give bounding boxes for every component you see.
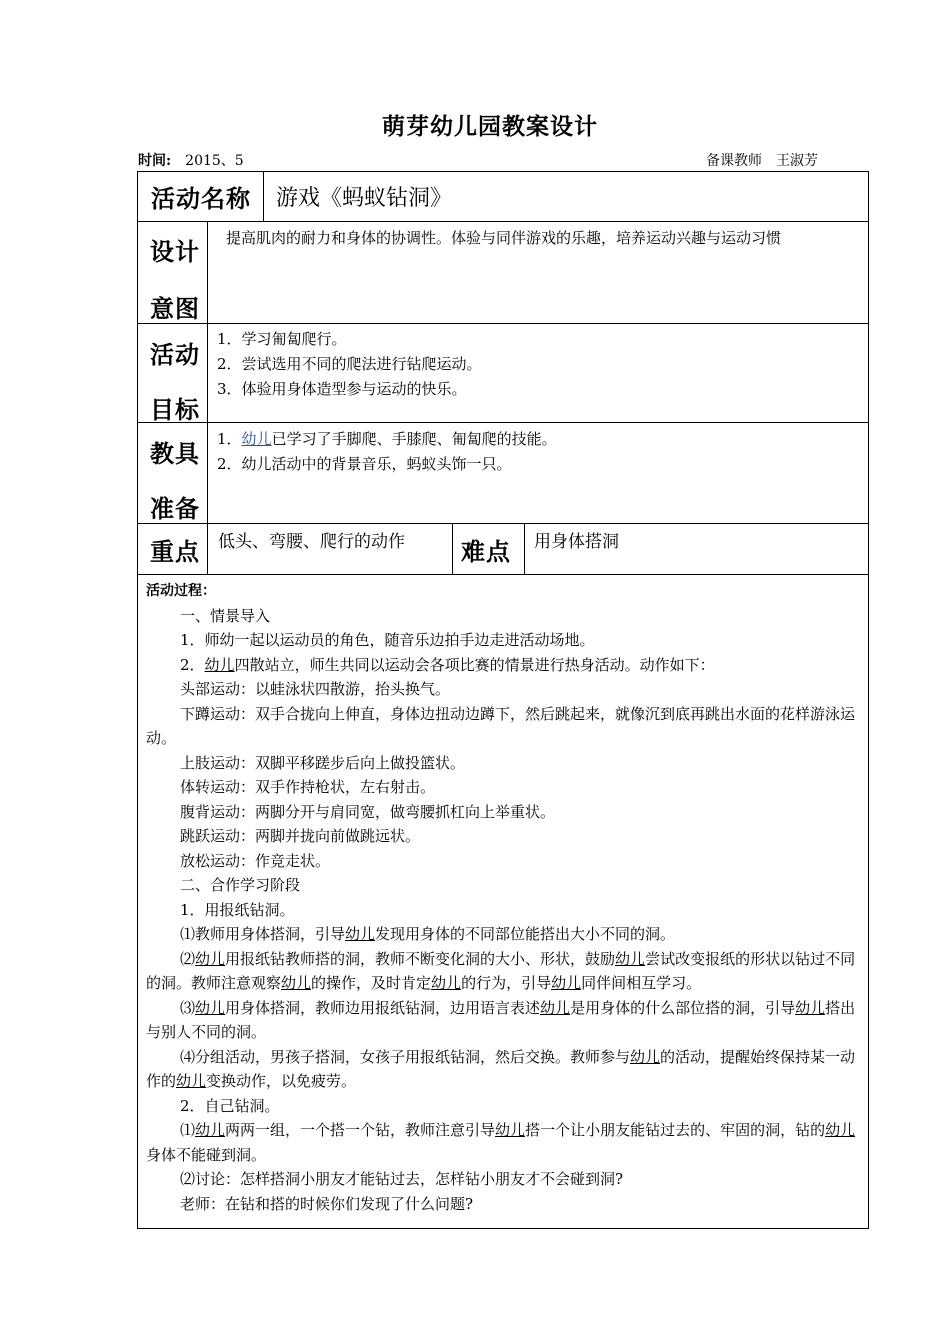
- process-line: 1．师幼一起以运动员的角色，随音乐边拍手边走进活动场地。: [180, 631, 595, 649]
- goals-value-cell: [207, 323, 869, 423]
- materials-label-cell: [137, 422, 208, 524]
- process-heading: 活动过程：: [146, 583, 216, 599]
- process-line: ⑵幼儿用报纸钻教师搭的洞，教师不断变化洞的大小、形状，鼓励幼儿尝试改变报纸的形状以钻过不同的洞。教师注意观察幼儿的操作，及时肯定幼儿的行为，引导幼儿同伴间相互学习。: [146, 949, 856, 992]
- document-title: 萌芽幼儿园教案设计: [382, 113, 598, 140]
- process-line: 2．幼儿四散站立，师生共同以运动会各项比赛的情景进行热身活动。动作如下：: [180, 655, 715, 674]
- process-line: ⑷分组活动，男孩子搭洞，女孩子用报纸钻洞，然后交换。教师参与幼儿的活动，提醒始终保持某一动作的幼儿变换动作，以免疲劳。: [146, 1047, 856, 1090]
- materials-label-1: 教具: [150, 439, 200, 468]
- key-point-value-cell: [207, 523, 453, 575]
- time-value: 2015、5: [185, 153, 244, 169]
- process-line: 下蹲运动：双手合拢向上伸直，身体边扭动边蹲下，然后跳起来，就像沉到底再跳出水面的花样游泳运动。: [146, 704, 856, 747]
- goal-item: 2．尝试选用不同的爬法进行钻爬运动。: [217, 355, 482, 373]
- design-intent-value: 提高肌肉的耐力和身体的协调性。体验与同伴游戏的乐趣，培养运动兴趣与运动习惯: [226, 229, 782, 247]
- design-intent-label-cell: [137, 221, 208, 324]
- process-line: ⑶幼儿用身体搭洞，教师边用报纸钻洞，边用语言表述幼儿是用身体的什么部位搭的洞，引导幼儿搭出与别人不同的洞。: [146, 998, 856, 1041]
- material-item: 2．幼儿活动中的背景音乐，蚂蚁头饰一只。: [217, 455, 512, 473]
- goals-label-1: 活动: [150, 340, 200, 369]
- materials-label-2: 准备: [150, 494, 200, 523]
- materials-value-cell: [207, 422, 869, 524]
- process-line: 放松运动：作竞走状。: [180, 851, 331, 870]
- key-point-label-cell: [137, 523, 208, 575]
- material-item: 1．幼儿已学习了手脚爬、手膝爬、匍匐爬的技能。: [217, 430, 557, 448]
- process-line: 2．自己钻洞。: [180, 1096, 280, 1115]
- design-intent-value-cell: [207, 221, 869, 324]
- goals-label-cell: [137, 323, 208, 423]
- activity-process-cell: [137, 574, 869, 1229]
- design-intent-label-2: 意图: [150, 294, 200, 323]
- difficulty-value: 用身体搭洞: [534, 532, 619, 552]
- difficulty-label: 难点: [461, 536, 511, 566]
- time-label: 时间:: [138, 153, 172, 169]
- children-link[interactable]: 幼儿: [241, 430, 272, 448]
- activity-name-value-cell: [263, 171, 869, 222]
- process-line: 腹背运动：两脚分开与肩同宽，做弯腰抓杠向上举重状。: [180, 802, 556, 821]
- date-line: [138, 150, 244, 170]
- key-point-label: 重点: [150, 536, 200, 566]
- process-line: 1．用报纸钻洞。: [180, 900, 295, 919]
- activity-name-label-cell: [137, 171, 264, 222]
- process-section-heading: 二、合作学习阶段: [180, 876, 301, 894]
- process-line: 上肢运动：双脚平移蹉步后向上做投篮状。: [180, 753, 466, 772]
- process-line: 体转运动：双手作持枪状，左右射击。: [180, 778, 436, 796]
- process-section-heading: 一、情景导入: [180, 606, 271, 625]
- goal-item: 1．学习匍匐爬行。: [217, 330, 347, 348]
- design-intent-label-1: 设计: [150, 237, 200, 266]
- goal-item: 3．体验用身体造型参与运动的快乐。: [217, 380, 467, 398]
- process-line: 跳跃运动：两脚并拢向前做跳远状。: [180, 827, 421, 845]
- difficulty-label-cell: [452, 523, 525, 575]
- key-point-value: 低头、弯腰、爬行的动作: [218, 532, 405, 552]
- process-line: ⑴教师用身体搭洞，引导幼儿发现用身体的不同部位能搭出大小不同的洞。: [180, 925, 676, 943]
- activity-name-label: 活动名称: [151, 184, 251, 213]
- process-line: ⑵讨论：怎样搭洞小朋友才能钻过去，怎样钻小朋友才不会碰到洞?: [180, 1170, 624, 1188]
- goals-label-2: 目标: [150, 395, 200, 424]
- process-line: 头部运动：以蛙泳状四散游，抬头换气。: [180, 680, 451, 698]
- teacher-line: [706, 150, 818, 170]
- difficulty-value-cell: [524, 523, 869, 575]
- teacher-label: 备课教师: [706, 153, 762, 169]
- process-line: ⑴幼儿两两一组，一个搭一个钻，教师注意引导幼儿搭一个让小朋友能钻过去的、牢固的洞，钻的幼儿身体不能碰到洞。: [146, 1121, 856, 1164]
- teacher-name: 王淑芳: [776, 153, 818, 169]
- process-line: 老师：在钻和搭的时候你们发现了什么问题?: [180, 1194, 474, 1213]
- activity-name-value: 游戏《蚂蚁钻洞》: [276, 186, 453, 211]
